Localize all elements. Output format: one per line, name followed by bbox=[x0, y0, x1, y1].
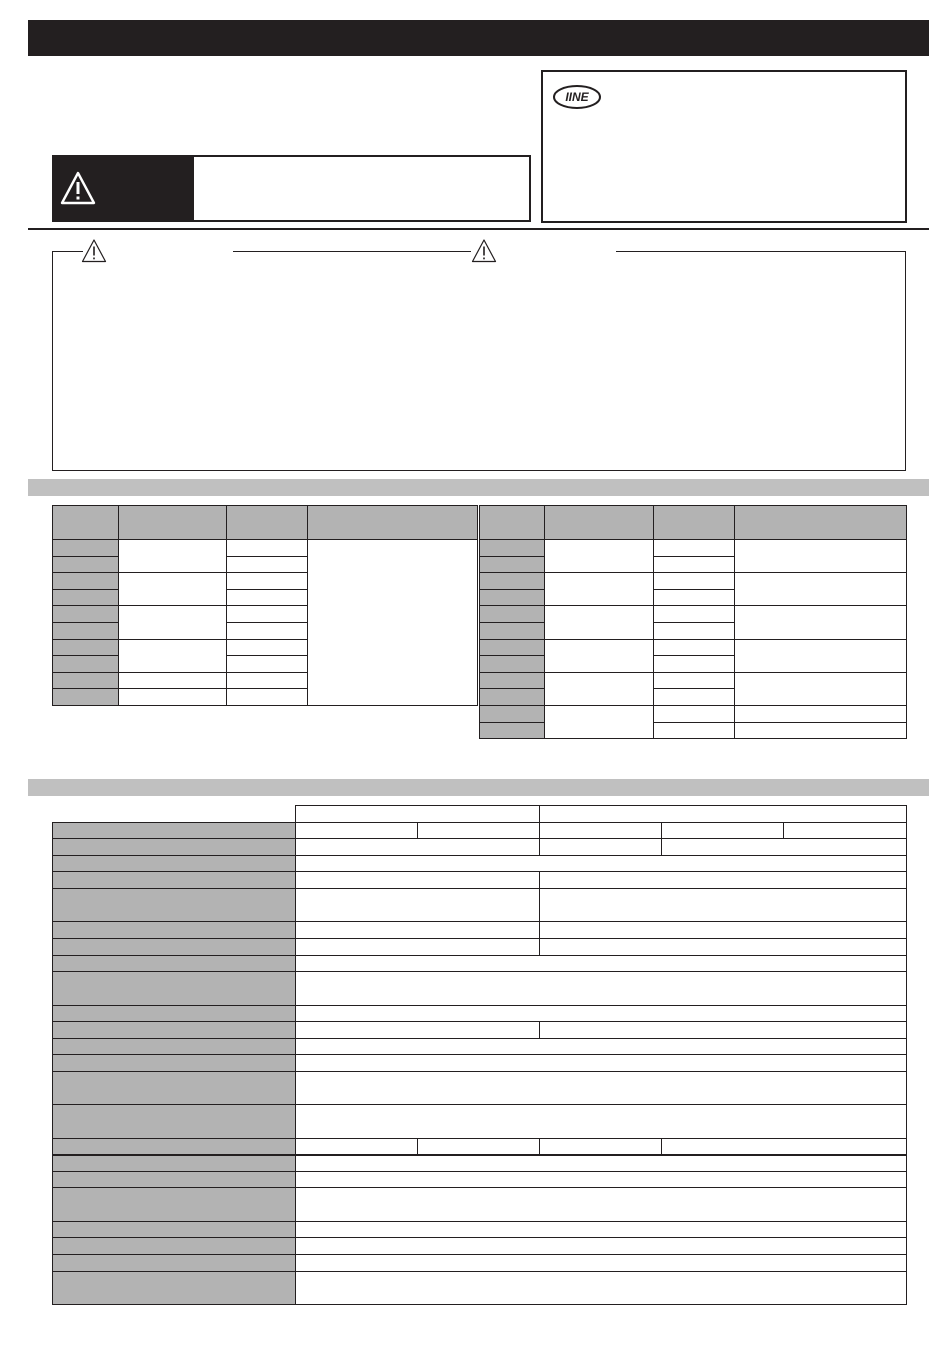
section-header-specifications bbox=[28, 779, 929, 796]
warning-box bbox=[52, 155, 531, 222]
section-header-button-map bbox=[28, 479, 929, 496]
button-map-table-left bbox=[52, 505, 478, 706]
brand-box bbox=[541, 70, 907, 223]
button-map-table-right bbox=[479, 505, 907, 739]
title-bar bbox=[28, 20, 929, 56]
svg-text:IINE: IINE bbox=[565, 90, 589, 104]
caution-triangle-icon bbox=[81, 238, 107, 264]
specifications-table bbox=[52, 805, 907, 1305]
warning-triangle-icon bbox=[60, 171, 96, 205]
caution-triangle-icon bbox=[471, 238, 497, 264]
brand-box-tab bbox=[543, 72, 660, 78]
iine-logo bbox=[552, 84, 602, 110]
caution-box bbox=[52, 251, 906, 471]
section-divider bbox=[28, 228, 929, 230]
warning-label-panel bbox=[54, 157, 194, 220]
